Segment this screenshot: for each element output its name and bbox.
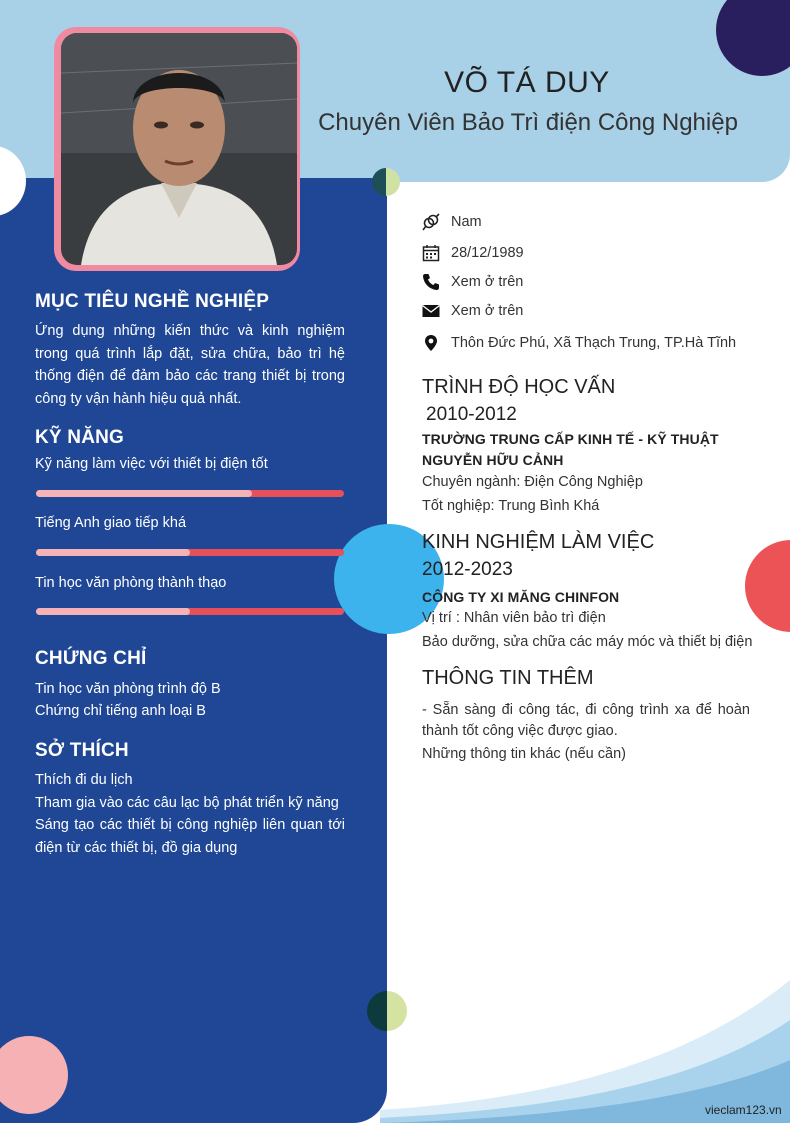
contact-address — [422, 332, 736, 354]
skill-label: Tin học văn phòng thành thạo — [35, 575, 227, 591]
experience-title: KINH NGHIỆM LÀM VIỆC — [422, 531, 655, 553]
experience-position: Vị trí : Nhân viên bảo trì điện — [422, 610, 606, 626]
candidate-name: VÕ TÁ DUY — [444, 66, 610, 99]
skill-label: Kỹ năng làm việc với thiết bị điện tốt — [35, 456, 268, 472]
objective-text: Ứng dụng những kiến thức và kinh nghiệm trong quá trình lắp đặt, sửa chữa, bảo trì hệ thống điện để đảm bảo các trang thiết bị trong công ty vận hành hiệu quả nhất. — [35, 323, 345, 407]
contact-phone — [422, 271, 523, 293]
skills-title: KỸ NĂNG — [35, 427, 125, 448]
contact-text: Xem ở trên — [451, 303, 524, 319]
decor-circle-red-right — [745, 540, 790, 632]
education-major: Chuyên ngành: Điện Công Nghiệp — [422, 474, 643, 490]
contact-gender — [422, 211, 482, 233]
certificates-title: CHỨNG CHỈ — [35, 648, 147, 669]
contact-text: Xem ở trên — [451, 274, 524, 290]
education-school: TRƯỜNG TRUNG CẤP KINH TẾ - KỸ THUẬT — [422, 431, 719, 447]
contact-text: Thôn Đức Phú, Xã Thạch Trung, TP.Hà Tĩnh — [451, 335, 737, 351]
decor-waves — [380, 960, 790, 1123]
hobbies-title: SỞ THÍCH — [35, 740, 129, 761]
education-grade: Tốt nghiệp: Trung Bình Khá — [422, 498, 600, 514]
skill-bar-fill — [36, 608, 190, 615]
experience-period: 2012-2023 — [422, 559, 513, 580]
hobby-item: Thích đi du lịch — [35, 772, 133, 788]
hobby-item: Sáng tạo các thiết bị công nghiệp liên quan tới điện từ các thiết bị, đồ gia dụng — [35, 817, 345, 856]
location-icon — [422, 334, 440, 352]
footer-site: vieclam123.vn — [705, 1103, 782, 1117]
hobby-item: Tham gia vào các câu lạc bộ phát triển kỹ năng — [35, 795, 339, 811]
email-icon — [422, 302, 440, 320]
calendar-icon — [422, 244, 440, 262]
objective-title: MỤC TIÊU NGHỀ NGHIỆP — [35, 291, 270, 312]
gender-icon — [422, 213, 440, 231]
experience-company: CÔNG TY XI MĂNG CHINFON — [422, 589, 620, 605]
decor-circle-split-top — [372, 168, 400, 196]
contact-birthday — [422, 242, 524, 264]
additional-line: Những thông tin khác (nếu cần) — [422, 746, 626, 762]
additional-title: THÔNG TIN THÊM — [422, 667, 594, 689]
experience-description: Bảo dưỡng, sửa chữa các máy móc và thiết bị điện — [422, 634, 753, 650]
education-title: TRÌNH ĐỘ HỌC VẤN — [422, 376, 616, 398]
education-period: 2010-2012 — [426, 404, 517, 425]
certificate-item: Chứng chỉ tiếng anh loại B — [35, 703, 206, 719]
education-school-cont: NGUYỄN HỮU CẢNH — [422, 452, 564, 468]
contact-text: 28/12/1989 — [451, 245, 524, 261]
certificate-item: Tin học văn phòng trình độ B — [35, 681, 221, 697]
skill-bar-fill — [36, 549, 190, 556]
profile-photo — [61, 33, 297, 265]
contact-text: Nam — [451, 214, 482, 230]
skill-bar-fill — [36, 490, 252, 497]
skill-label: Tiếng Anh giao tiếp khá — [35, 515, 187, 531]
contact-email — [422, 300, 523, 322]
phone-icon — [422, 273, 440, 291]
job-title: Chuyên Viên Bảo Trì điện Công Nghiệp — [318, 109, 738, 136]
additional-line: - Sẵn sàng đi công tác, đi công trình xa để hoàn thành tốt công việc được giao. — [422, 702, 750, 739]
